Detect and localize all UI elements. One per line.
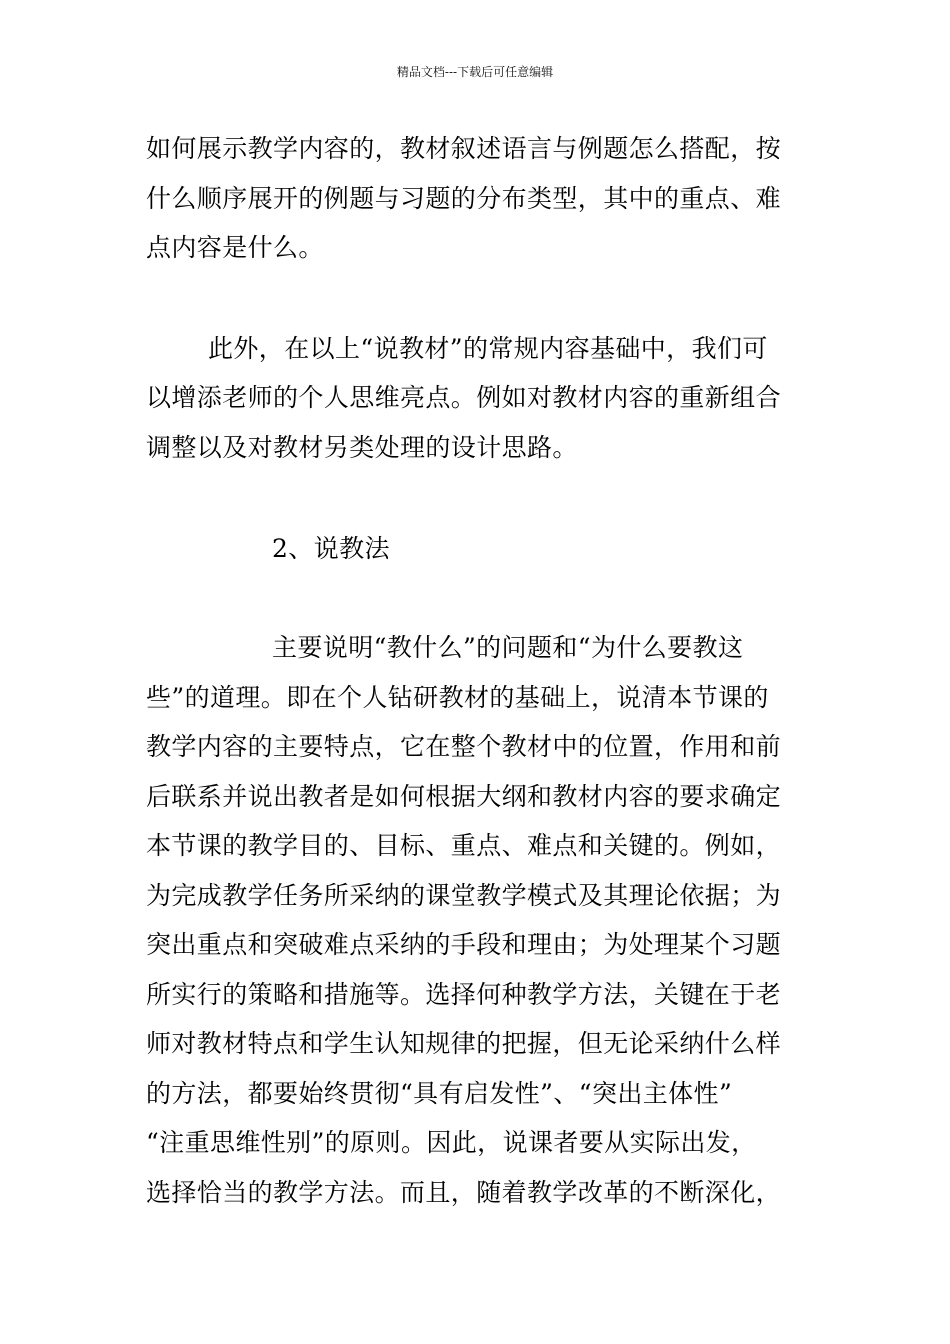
text-line: 突出重点和突破难点采纳的手段和理由；为处理某个习题 xyxy=(146,930,782,959)
text-line: 什么顺序展开的例题与习题的分布类型，其中的重点、难 xyxy=(146,184,782,213)
text-line: 如何展示教学内容的，教材叙述语言与例题怎么搭配，按 xyxy=(146,134,782,163)
text-line: 本节课的教学目的、目标、重点、难点和关键的。例如， xyxy=(146,831,782,860)
text-line: 后联系并说出教者是如何根据大纲和教材内容的要求确定 xyxy=(146,782,782,811)
text-line: 此外，在以上“说教材”的常规内容基础中，我们可 xyxy=(208,334,768,363)
text-line: 为完成教学任务所采纳的课堂教学模式及其理论依据；为 xyxy=(146,881,782,910)
text-line: 师对教材特点和学生认知规律的把握，但无论采纳什么样 xyxy=(146,1029,782,1058)
text-line: 些”的道理。即在个人钻研教材的基础上，说清本节课的 xyxy=(146,683,769,712)
page-header: 精品文档---下载后可任意编辑 xyxy=(396,65,554,79)
text-line: 教学内容的主要特点，它在整个教材中的位置，作用和前 xyxy=(146,732,782,761)
text-line: 的方法，都要始终贯彻“具有启发性”、“突出主体性” xyxy=(146,1079,733,1108)
text-line: 点内容是什么。 xyxy=(146,233,324,262)
text-line: 所实行的策略和措施等。选择何种教学方法，关键在于老 xyxy=(146,980,782,1009)
text-line: 选择恰当的教学方法。而且，随着教学改革的不断深化， xyxy=(146,1178,782,1207)
text-line: “注重思维性别”的原则。因此，说课者要从实际出发， xyxy=(146,1128,757,1157)
text-line: 调整以及对教材另类处理的设计思路。 xyxy=(146,433,578,462)
section-heading-text: 2、说教法 xyxy=(272,534,390,563)
text-line: 以增添老师的个人思维亮点。例如对教材内容的重新组合 xyxy=(146,383,782,412)
text-line: 主要说明“教什么”的问题和“为什么要教这 xyxy=(272,633,744,662)
